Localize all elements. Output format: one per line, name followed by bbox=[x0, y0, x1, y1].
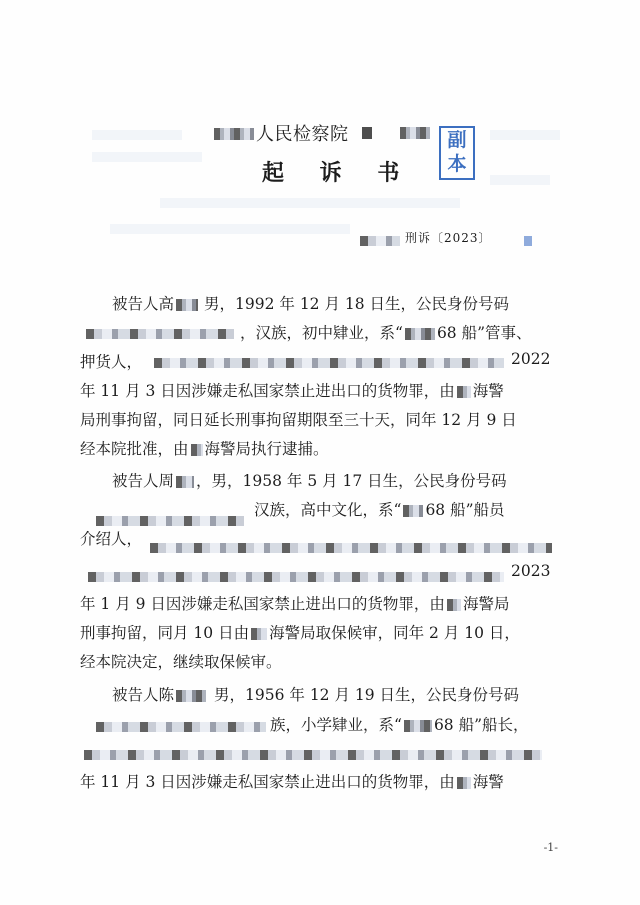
show-through bbox=[92, 152, 202, 162]
document-header bbox=[210, 120, 470, 148]
redacted-region bbox=[400, 127, 430, 139]
text-line: 2022 bbox=[511, 350, 551, 368]
stamp-text-bottom: 本 bbox=[447, 153, 467, 175]
redacted-region bbox=[524, 236, 532, 246]
text-line: 局刑事拘留，同日延长刑事拘留期限至三十天，同年 12 月 9 日 bbox=[80, 411, 517, 429]
text-line: 年 11 月 3 日因涉嫌走私国家禁止进出口的货物罪，由 海警 bbox=[80, 773, 504, 791]
text-line: 汉族，高中文化，系“ 68 船”船员 bbox=[254, 501, 505, 519]
show-through bbox=[92, 130, 182, 140]
copy-stamp bbox=[439, 126, 475, 180]
text-line: 被告人高 男，1992 年 12 月 18 日生，公民身份号码 bbox=[112, 295, 510, 313]
text-line: 经本院决定，继续取保候审。 bbox=[80, 653, 282, 671]
redacted-region bbox=[86, 329, 234, 339]
redacted-region bbox=[150, 543, 552, 553]
show-through bbox=[160, 198, 460, 208]
text-line: 押货人， bbox=[80, 353, 143, 371]
redacted-region bbox=[84, 750, 542, 760]
show-through bbox=[490, 130, 560, 140]
redacted-region bbox=[154, 358, 504, 368]
text-line: 刑事拘留，同月 10 日由 海警局取保候审，同年 2 月 10 日， bbox=[80, 624, 520, 642]
text-line: 年 11 月 3 日因涉嫌走私国家禁止进出口的货物罪，由 海警 bbox=[80, 382, 504, 400]
case-number: 刑诉〔2023〕 bbox=[405, 231, 492, 245]
show-through bbox=[110, 224, 350, 234]
redacted-region bbox=[88, 572, 504, 582]
text-line: 被告人周 ，男，1958 年 5 月 17 日生，公民身份号码 bbox=[112, 472, 507, 490]
document-title: 起 诉 书 bbox=[262, 160, 414, 186]
stamp-text-top: 副 bbox=[447, 129, 467, 151]
redacted-region bbox=[96, 722, 266, 732]
text-line: 被告人陈 男，1956 年 12 月 19 日生，公民身份号码 bbox=[112, 686, 520, 704]
redacted-region bbox=[214, 128, 254, 140]
text-line: 2023 bbox=[511, 562, 551, 580]
text-line: 经本院批准，由 海警局执行逮捕。 bbox=[80, 440, 329, 458]
text-line: 族，小学肄业，系“ 68 船”船长， bbox=[270, 716, 529, 734]
text-line: 介绍人， bbox=[80, 530, 143, 548]
page-number: -1- bbox=[543, 841, 558, 854]
redacted-region bbox=[96, 516, 244, 526]
agency-name: 人民检察院 bbox=[256, 124, 349, 145]
redacted-region bbox=[360, 236, 400, 246]
redacted-region bbox=[362, 127, 372, 139]
show-through bbox=[490, 175, 550, 185]
text-line: ，汉族，初中肄业，系“ 68 船”管事、 bbox=[240, 324, 532, 342]
text-line: 年 1 月 9 日因涉嫌走私国家禁止进出口的货物罪，由 海警局 bbox=[80, 595, 510, 613]
